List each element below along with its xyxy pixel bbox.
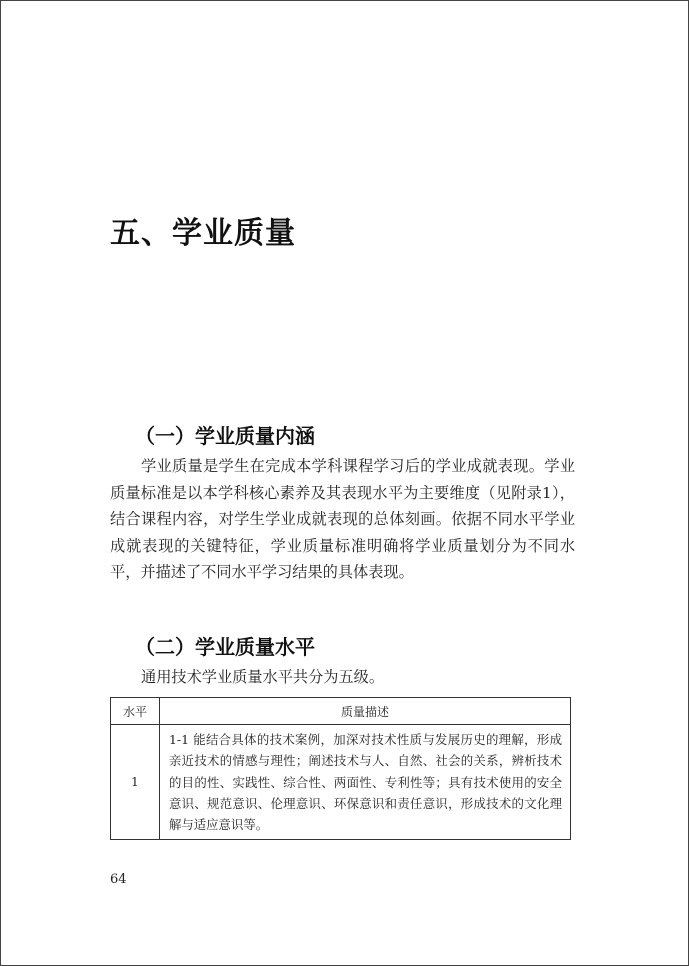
page-number: 64	[110, 872, 127, 887]
quality-level-table	[110, 697, 571, 840]
row-level: 1	[111, 725, 160, 840]
connotation-paragraph: 学业质量是学生在完成本学科课程学习后的学业成就表现。学业质量标准是以本学科核心素养及其表现水平为主要维度（见附录1），结合课程内容，对学生学业成就表现的总体刻画。依据不同水平学业成就表现的关键特征，学业质量标准明确将学业质量划分为不同水平，并描述了不同水平学习结果的具体表现。	[110, 457, 575, 581]
table-row	[111, 725, 571, 840]
chapter-title: 五、学业质量	[110, 216, 296, 251]
levels-intro-paragraph: 通用技术学业质量水平共分为五级。	[141, 668, 384, 686]
section-heading-connotation: （一）学业质量内涵	[135, 424, 315, 448]
row-description: 1-1 能结合具体的技术案例，加深对技术性质与发展历史的理解，形成亲近技术的情感与理性；阐述技术与人、自然、社会的关系，辨析技术的目的性、实践性、综合性、两面性、专利性等；具有技术使用的安全意识、规范意识、伦理意识、环保意识和责任意识，形成技术的文化理解与适应意识等。	[160, 725, 571, 840]
header-description: 质量描述	[160, 698, 571, 725]
section-heading-levels: （二）学业质量水平	[135, 635, 315, 659]
header-level: 水平	[111, 698, 160, 725]
table-header-row	[111, 698, 571, 725]
